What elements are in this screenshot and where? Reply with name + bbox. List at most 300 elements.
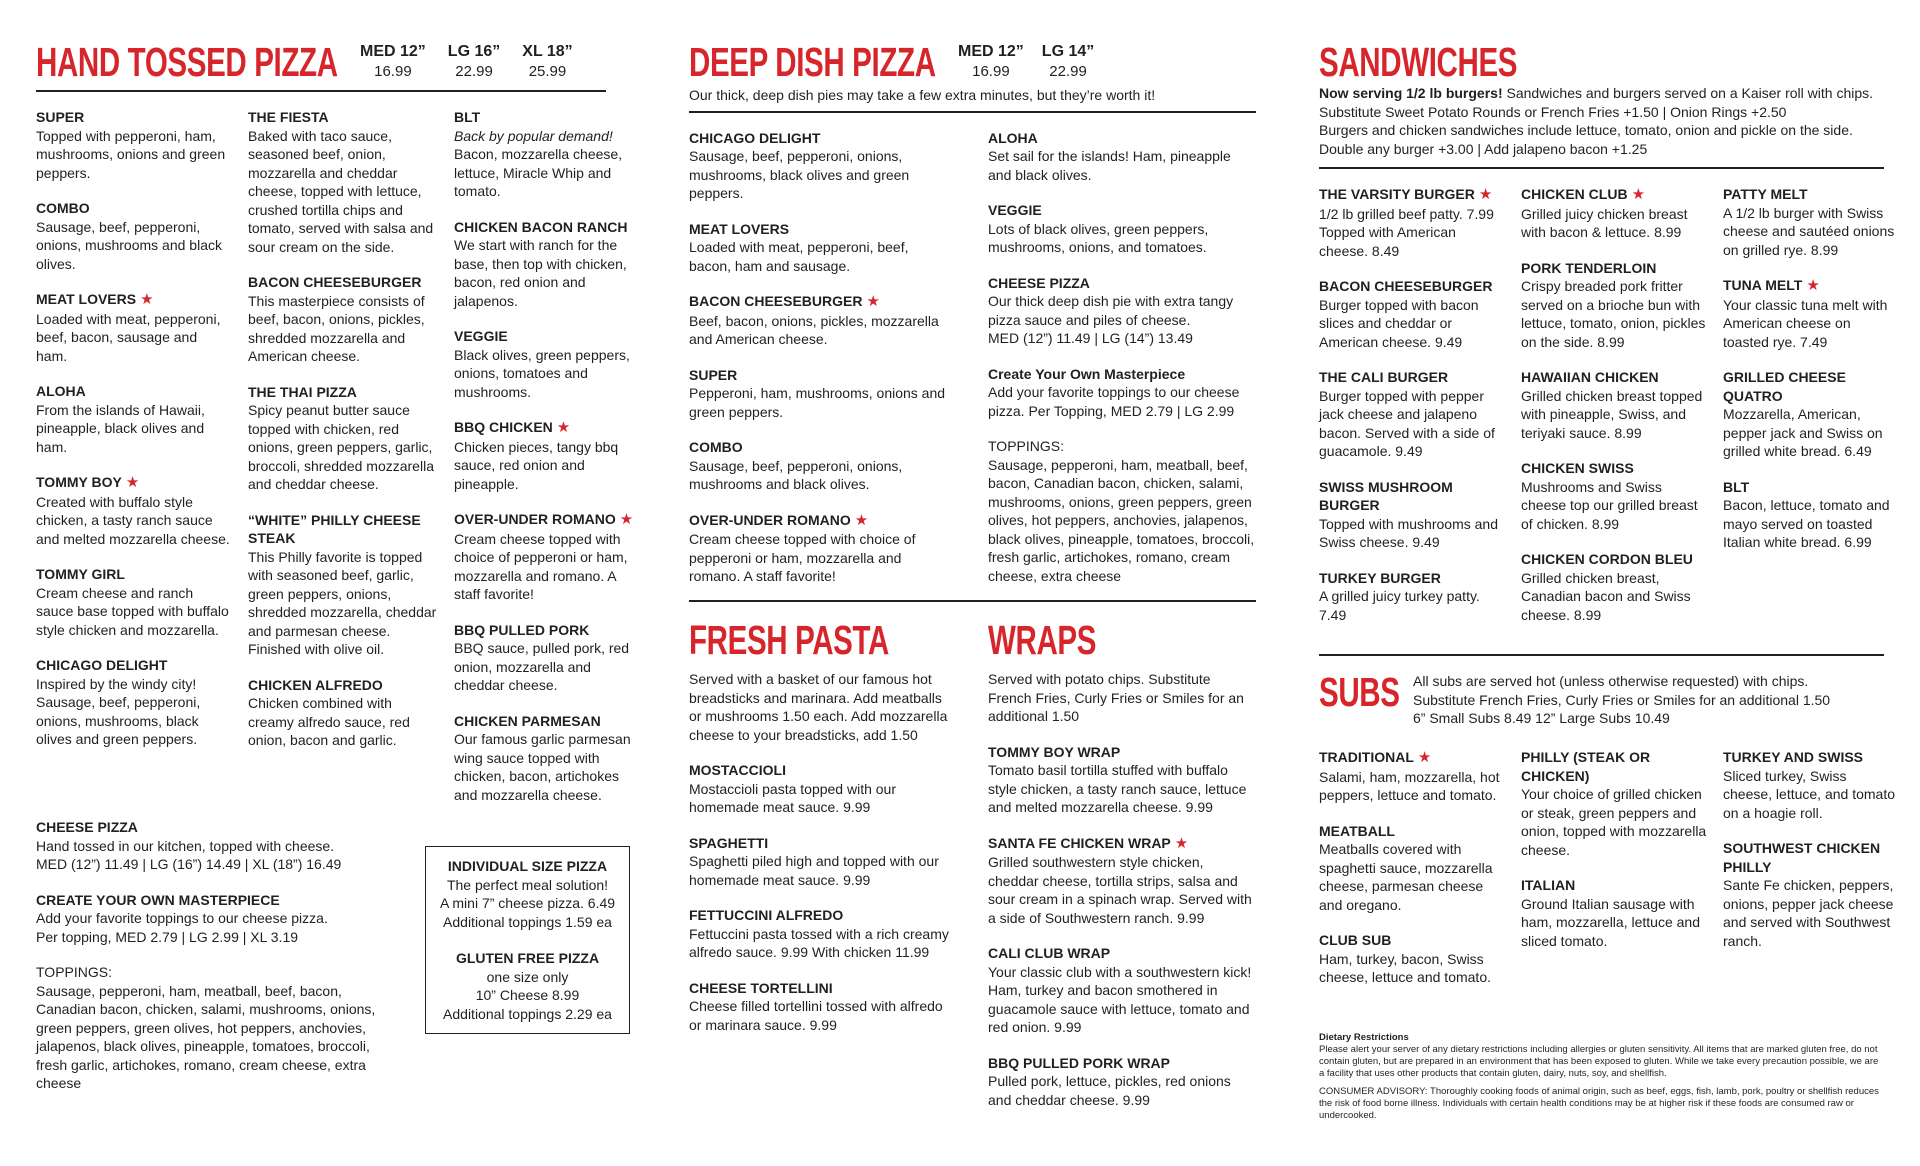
item-name-text: CHEESE TORTELLINI — [689, 979, 833, 996]
item-name — [988, 274, 1256, 293]
item-name — [1521, 876, 1709, 895]
item-desc: Add your favorite toppings to our cheese pizza. — [36, 910, 328, 926]
item-name — [454, 327, 639, 346]
size-price: 16.99 — [374, 63, 412, 80]
menu-item — [36, 473, 232, 548]
item-desc: From the islands of Hawaii, pineapple, black olives and ham. — [36, 401, 205, 455]
item-desc: Topped with pepperoni, ham, mushrooms, onions and green peppers. — [36, 127, 226, 181]
toppings-text: Sausage, pepperoni, ham, meatball, beef, bacon, Canadian bacon, chicken, salami, mushrooms, onions, green peppers, green olives, hot peppers, anchovies, jalapenos, black olives, pineapple, tomatoes, broccoli, fresh garlic, artichokes, romano, cream cheese, extra cheese — [988, 456, 1255, 584]
item-desc: Grilled juicy chicken breast with bacon & lettuce. 8.99 — [1521, 205, 1688, 240]
item-name-text: TRADITIONAL — [1319, 749, 1414, 765]
wraps-title: WRAPS — [988, 617, 1097, 663]
item-desc: Bacon, lettuce, tomato and mayo served on toasted Italian white bread. 6.99 — [1723, 497, 1890, 550]
consumer-advisory: CONSUMER ADVISORY: Thoroughly cooking foods of animal origin, such as beef, eggs, fish, lamb, pork, poultry or shellfish reduces the risk of food borne illness. Individuals with certain health conditions may be at higher risk if these foods are consumed raw or undercooked. — [1319, 1086, 1879, 1121]
item-name-text: OVER-UNDER ROMANO — [689, 511, 851, 528]
sandwich-col-2 — [1521, 185, 1709, 641]
deep-dish-title: DEEP DISH PIZZA — [689, 39, 936, 85]
deep-dish-section — [689, 39, 1263, 1108]
deep-dish-prices — [958, 42, 1094, 82]
item-name-text: MEAT LOVERS — [36, 291, 137, 307]
item-name-text: BACON CHEESEBURGER — [1319, 278, 1493, 294]
item-name: CREATE YOUR OWN MASTERPIECE — [36, 891, 280, 908]
item-desc: Sausage, beef, pepperoni, onions, mushrooms and black olives. — [36, 218, 222, 272]
item-name-text: ALOHA — [988, 129, 1038, 146]
intro-line: Substitute French Fries, Curly Fries or Smiles for an additional 1.50 — [1413, 691, 1831, 708]
item-name-text: MOSTACCIOLI — [689, 762, 786, 778]
favorite-star-icon: ★ — [1417, 749, 1432, 766]
size-label: MED 12” — [360, 43, 426, 60]
item-desc: Ground Italian sausage with ham, mozzarella, lettuce and sliced tomato. — [1521, 895, 1700, 949]
item-name-text: CHICAGO DELIGHT — [36, 657, 168, 673]
item-name — [248, 273, 438, 292]
item-name — [1319, 569, 1507, 588]
menu-item — [36, 108, 232, 182]
menu-item — [248, 383, 438, 494]
item-desc: Sliced turkey, Swiss cheese, lettuce, and tomato on a hoagie roll. — [1723, 767, 1895, 821]
wraps-section — [988, 618, 1256, 1126]
item-name-text: CHICKEN PARMESAN — [454, 712, 601, 729]
size-price: 16.99 — [972, 63, 1010, 80]
menu-item — [1319, 569, 1507, 625]
item-desc: This Philly favorite is topped with seasoned beef, garlic, green peppers, onions, shredded mozzarella, cheddar and parmesan cheese. Finished with olive oil. — [248, 548, 437, 657]
item-name-text: TUNA MELT — [1723, 277, 1803, 293]
item-desc: Baked with taco sauce, seasoned beef, onion, mozzarella and cheddar cheese, topped with lettuce, crushed tortilla chips and tomato, served with salsa and sour cream on the side. — [248, 127, 434, 255]
item-name — [1319, 185, 1507, 205]
pasta-items — [689, 761, 957, 1034]
item-name-text: Create Your Own Masterpiece — [988, 365, 1186, 382]
menu-item — [454, 108, 639, 201]
item-name — [689, 292, 954, 312]
menu-item — [36, 199, 232, 273]
item-name-text: PORK TENDERLOIN — [1521, 259, 1657, 276]
menu-item — [988, 834, 1256, 928]
deep-dish-col-2 — [988, 129, 1256, 603]
item-name-text: TOMMY GIRL — [36, 566, 125, 582]
item-name — [36, 473, 232, 493]
dietary-notice — [1319, 1032, 1884, 1122]
menu-item — [1319, 368, 1507, 461]
item-name-text: BLT — [1723, 478, 1750, 495]
wraps-items — [988, 743, 1256, 1110]
item-name — [1319, 748, 1507, 768]
menu-item — [248, 273, 438, 366]
subs-col-2 — [1521, 748, 1709, 1004]
item-name-text: BLT — [454, 109, 481, 125]
item-name-text: FETTUCCINI ALFREDO — [689, 907, 844, 923]
item-name — [988, 944, 1256, 963]
item-name-text: CHICKEN CLUB — [1521, 186, 1628, 202]
menu-item — [988, 1054, 1256, 1110]
favorite-star-icon: ★ — [1631, 186, 1646, 203]
item-desc: Burger topped with bacon slices and cheddar or American cheese. 9.49 — [1319, 296, 1479, 350]
item-name — [689, 220, 954, 239]
item-name — [1723, 748, 1898, 767]
menu-item — [1521, 185, 1709, 242]
menu-item — [36, 818, 426, 874]
item-name-text: TOMMY BOY WRAP — [988, 743, 1121, 760]
box-line: 10” Cheese 8.99 — [475, 987, 580, 1003]
item-name-text: SUPER — [36, 109, 85, 125]
item-name-text: BACON CHEESEBURGER — [689, 293, 863, 309]
item-name — [248, 108, 438, 127]
dietary-text: Please alert your server of any dietary restrictions including allergies or gluten sensitivity. All items that are marked gluten free, do not contain gluten, but are prepared in an environment that has been exposed to gluten. While we take every precaution possible, we are a facility that uses other products that contain gluten, dairy, nuts, soy, and shellfish. — [1319, 1044, 1879, 1079]
item-desc: Ham, turkey, bacon, Swiss cheese, lettuce and tomato. — [1319, 950, 1491, 985]
item-desc: Lots of black olives, green peppers, mushrooms, onions, and tomatoes. — [988, 220, 1209, 255]
item-name — [1723, 276, 1898, 296]
item-name — [988, 201, 1256, 220]
box-line: Additional toppings 1.59 ea — [443, 913, 612, 930]
item-desc: Hand tossed in our kitchen, topped with cheese. — [36, 837, 335, 854]
wraps-intro: Served with potato chips. Substitute French Fries, Curly Fries or Smiles for an additional 1.50 — [988, 671, 1244, 724]
hand-tossed-items — [36, 108, 634, 821]
menu-item — [988, 365, 1256, 421]
item-name — [988, 834, 1256, 854]
item-name-text: CHICKEN CORDON BLEU — [1521, 551, 1693, 567]
individual-size-title: INDIVIDUAL SIZE PIZZA — [447, 858, 608, 874]
price-xl — [522, 42, 572, 82]
item-name — [1319, 822, 1507, 841]
item-desc: Created with buffalo style chicken, a tasty ranch sauce and melted mozzarella cheese. — [36, 493, 230, 547]
item-name-text: SWISS MUSHROOM BURGER — [1319, 478, 1453, 513]
item-name-text: BBQ PULLED PORK WRAP — [988, 1054, 1170, 1071]
size-label: MED 12” — [958, 43, 1024, 60]
item-desc: Cream cheese topped with choice of pepperoni or ham, mozzarella and romano. A staff favorite! — [689, 531, 916, 584]
item-name — [1319, 478, 1507, 515]
favorite-star-icon: ★ — [140, 291, 154, 308]
item-name-text: VEGGIE — [988, 202, 1042, 218]
menu-item — [689, 366, 954, 422]
item-name — [36, 565, 232, 584]
item-name-text: CHICAGO DELIGHT — [689, 129, 821, 146]
item-name — [988, 1054, 1256, 1073]
item-name — [689, 906, 957, 925]
item-name-text: SOUTHWEST CHICKEN PHILLY — [1723, 840, 1881, 875]
item-name — [454, 218, 639, 237]
item-desc: Fettuccini pasta tossed with a rich creamy alfredo sauce. 9.99 With chicken 11.99 — [689, 925, 949, 960]
item-desc: BBQ sauce, pulled pork, red onion, mozzarella and cheddar cheese. — [454, 640, 630, 693]
menu-item — [36, 891, 426, 947]
item-desc: Crispy breaded pork fritter served on a brioche bun with lettuce, tomato, onion, pickles on the side. 8.99 — [1521, 278, 1706, 350]
box-line: Additional toppings 2.29 ea — [443, 1005, 612, 1022]
item-name — [454, 621, 639, 640]
item-desc: Burger topped with pepper jack cheese and jalapeno bacon. Served with a side of guacamole. 9.49 — [1319, 387, 1495, 459]
menu-item — [1723, 276, 1898, 351]
pasta-title: FRESH PASTA — [689, 617, 889, 663]
sandwiches-title: SANDWICHES — [1319, 39, 1518, 85]
toppings-label: TOPPINGS: — [988, 438, 1064, 454]
item-desc: Grilled southwestern style chicken, cheddar cheese, tortilla strips, salsa and sour cream in a spinach wrap. Served with a side of Southwestern ranch. 9.99 — [988, 854, 1252, 926]
price-med — [958, 42, 1024, 82]
deep-dish-col-1 — [689, 129, 954, 603]
subs-col-1 — [1319, 748, 1507, 1004]
item-desc: Spaghetti piled high and topped with our homemade meat sauce. 9.99 — [689, 853, 939, 888]
dietary-title: Dietary Restrictions — [1319, 1032, 1409, 1043]
menu-item — [689, 511, 954, 586]
menu-item — [988, 944, 1256, 1037]
menu-item — [454, 621, 639, 695]
item-name-text: COMBO — [689, 439, 743, 455]
item-name — [988, 743, 1256, 762]
item-name-text: MEAT LOVERS — [689, 220, 790, 237]
deep-dish-items — [689, 129, 1263, 603]
favorite-star-icon: ★ — [1806, 277, 1820, 294]
item-desc: Loaded with meat, pepperoni, beef, bacon, sausage and ham. — [36, 310, 221, 364]
item-name-text: THE VARSITY BURGER — [1319, 186, 1475, 202]
menu-item — [454, 418, 639, 493]
item-name-text: CHEESE PIZZA — [988, 274, 1090, 291]
divider — [689, 111, 1256, 113]
item-name-text: SPAGHETTI — [689, 834, 769, 851]
item-desc: Salami, ham, mozzarella, hot peppers, lettuce and tomato. — [1319, 768, 1500, 803]
item-desc: Sausage, beef, pepperoni, onions, mushrooms, black olives and green peppers. — [689, 148, 910, 201]
item-name — [36, 382, 232, 401]
box-line: The perfect meal solution! — [446, 876, 609, 893]
item-desc: Bacon, mozzarella cheese, lettuce, Miracle Whip and tomato. — [454, 146, 623, 199]
item-name — [1521, 550, 1709, 569]
menu-item — [689, 292, 954, 349]
item-desc: Your classic club with a southwestern kick! Ham, turkey and bacon smothered in guacamole sauce with lettuce, tomato and red onion. 9.99 — [988, 963, 1252, 1035]
item-name — [689, 438, 954, 457]
item-name — [1723, 478, 1898, 497]
menu-item — [36, 382, 232, 456]
item-name — [1723, 839, 1898, 876]
item-name-text: “WHITE” PHILLY CHEESE STEAK — [248, 511, 421, 546]
menu-item — [689, 761, 957, 817]
item-name — [36, 108, 232, 127]
item-desc: Topped with mushrooms and Swiss cheese. 9.49 — [1319, 515, 1498, 550]
menu-item — [36, 656, 232, 749]
item-name-text: MEATBALL — [1319, 822, 1395, 839]
subs-intro — [1413, 672, 1830, 728]
menu-item — [1319, 748, 1507, 805]
item-name — [689, 511, 954, 531]
menu-item — [248, 511, 438, 659]
menu-item — [1723, 185, 1898, 259]
menu-item — [1319, 822, 1507, 915]
menu-item — [1521, 748, 1709, 859]
menu-item — [248, 108, 438, 256]
hand-tossed-section — [36, 39, 634, 1091]
menu-item — [1723, 748, 1898, 822]
menu-item — [1521, 550, 1709, 624]
deep-dish-intro: Our thick, deep dish pies may take a few extra minutes, but they’re worth it! — [689, 87, 1156, 103]
item-name-text: THE CALI BURGER — [1319, 369, 1449, 385]
menu-item — [1723, 478, 1898, 552]
favorite-star-icon: ★ — [1478, 186, 1493, 203]
item-name — [1319, 368, 1507, 387]
intro-highlight: Now serving 1/2 lb burgers! — [1319, 85, 1503, 101]
sandwich-col-3 — [1723, 185, 1898, 641]
size-label: LG 16” — [447, 43, 501, 60]
divider — [689, 600, 1256, 602]
item-name — [1521, 185, 1709, 205]
item-desc: This masterpiece consists of beef, bacon, onions, pickles, shredded mozzarella and American cheese. — [248, 292, 425, 364]
item-name — [454, 510, 639, 530]
item-name — [1723, 368, 1898, 405]
hand-tossed-title: HAND TOSSED PIZZA — [36, 39, 338, 85]
menu-item — [36, 290, 232, 365]
item-name-text: BBQ CHICKEN — [454, 419, 553, 435]
menu-item — [988, 274, 1256, 348]
hand-tossed-header — [36, 40, 616, 84]
size-price: 22.99 — [1049, 63, 1087, 80]
item-name — [36, 290, 232, 310]
item-desc: Pepperoni, ham, mushrooms, onions and green peppers. — [689, 385, 946, 420]
item-name — [1319, 931, 1507, 950]
item-desc: Tomato basil tortilla stuffed with buffalo style chicken, a tasty ranch sauce, lettuce and melted mozzarella cheese. 9.99 — [988, 762, 1247, 815]
item-name — [1723, 185, 1898, 204]
item-name — [248, 511, 438, 548]
item-desc: Grilled chicken breast, Canadian bacon and Swiss cheese. 8.99 — [1521, 569, 1691, 623]
sandwiches-section — [1319, 39, 1895, 1121]
item-name-text: COMBO — [36, 200, 90, 216]
item-name — [689, 366, 954, 385]
subs-title: SUBS — [1319, 669, 1400, 715]
menu-item — [689, 906, 957, 962]
item-name — [689, 761, 957, 780]
hand-tossed-col-1 — [36, 108, 232, 821]
hand-tossed-prices — [360, 42, 573, 82]
menu-item — [1521, 259, 1709, 352]
menu-item — [988, 129, 1256, 185]
item-desc: Set sail for the islands! Ham, pineapple and black olives. — [988, 148, 1231, 183]
menu-item — [689, 129, 954, 203]
item-desc: Add your favorite toppings to our cheese pizza. Per Topping, MED 2.79 | LG 2.99 — [988, 384, 1240, 419]
favorite-star-icon: ★ — [866, 293, 880, 310]
divider — [1319, 167, 1884, 169]
price-lg — [448, 42, 500, 82]
item-name-text: CALI CLUB WRAP — [988, 945, 1111, 961]
hand-tossed-extras — [36, 818, 426, 1110]
item-name-text: OVER-UNDER ROMANO — [454, 511, 616, 527]
item-name-text: VEGGIE — [454, 328, 508, 344]
menu-item — [988, 743, 1256, 817]
price-lg — [1042, 42, 1094, 82]
item-desc: Chicken combined with creamy alfredo sauce, red onion, bacon and garlic. — [248, 695, 410, 748]
menu-item — [1319, 931, 1507, 987]
item-name — [454, 108, 639, 127]
item-name — [689, 834, 957, 853]
intro-line: All subs are served hot (unless otherwise requested) with chips. — [1413, 673, 1809, 689]
item-desc: Cream cheese topped with choice of pepperoni or ham, mozzarella and romano. A staff favorite! — [454, 530, 628, 602]
intro-line — [1319, 84, 1893, 103]
menu-item — [248, 676, 438, 750]
size-label: XL 18” — [522, 43, 573, 60]
item-name-text: ALOHA — [36, 383, 86, 399]
item-desc: Chicken pieces, tangy bbq sauce, red onion and pineapple. — [454, 438, 619, 492]
size-label: LG 14” — [1041, 43, 1095, 60]
item-desc: A 1/2 lb burger with Swiss cheese and sautéed onions on grilled rye. 8.99 — [1723, 204, 1895, 258]
hand-tossed-col-3 — [454, 108, 639, 821]
item-name-text: HAWAIIAN CHICKEN — [1521, 369, 1659, 385]
menu-item — [454, 712, 639, 805]
item-price: Per topping, MED 2.79 | LG 2.99 | XL 3.19 — [36, 928, 299, 945]
item-desc: Inspired by the windy city! Sausage, beef, pepperoni, onions, mushrooms, black olives and green peppers. — [36, 675, 201, 747]
sandwiches-intro — [1319, 84, 1893, 158]
item-name-text: TOMMY BOY — [36, 474, 122, 490]
item-desc: Your classic tuna melt with American cheese on toasted rye. 7.49 — [1723, 296, 1888, 350]
item-desc: Mushrooms and Swiss cheese top our grilled breast of chicken. 8.99 — [1521, 478, 1698, 532]
item-desc: Black olives, green peppers, onions, tomatoes and mushrooms. — [454, 346, 630, 400]
item-name — [1521, 459, 1709, 478]
menu-item — [689, 834, 957, 890]
menu-item — [1319, 277, 1507, 351]
item-desc: Pulled pork, lettuce, pickles, red onions and cheddar cheese. 9.99 — [988, 1073, 1231, 1108]
gluten-free-title: GLUTEN FREE PIZZA — [455, 950, 600, 966]
menu-item — [454, 510, 639, 604]
item-desc: Sante Fe chicken, peppers, onions, pepper jack cheese and served with Southwest ranch. — [1723, 877, 1894, 949]
item-name-text: CLUB SUB — [1319, 932, 1392, 948]
item-name-text: GRILLED CHEESE QUATRO — [1723, 369, 1846, 404]
item-name-text: BACON CHEESEBURGER — [248, 274, 422, 290]
intro-line: Substitute Sweet Potato Rounds or French Fries +1.50 | Onion Rings +2.50 — [1319, 103, 1787, 120]
sandwich-col-1 — [1319, 185, 1507, 641]
favorite-star-icon: ★ — [619, 511, 634, 528]
hand-tossed-col-2 — [248, 108, 438, 821]
intro-line: Double any burger +3.00 | Add jalapeno bacon +1.25 — [1319, 140, 1648, 157]
item-desc: A grilled juicy turkey patty. 7.49 — [1319, 588, 1480, 623]
intro-line: Burgers and chicken sandwiches include lettuce, tomato, onion and pickle on the side. — [1319, 122, 1853, 138]
item-name — [689, 979, 957, 998]
item-name-text: CHICKEN SWISS — [1521, 460, 1634, 476]
item-name: CHEESE PIZZA — [36, 819, 138, 835]
item-name-text: CHICKEN BACON RANCH — [454, 218, 628, 235]
favorite-star-icon: ★ — [854, 511, 869, 529]
favorite-star-icon: ★ — [556, 419, 571, 436]
item-desc: Meatballs covered with spaghetti sauce, mozzarella cheese, parmesan cheese and oregano. — [1319, 841, 1493, 913]
item-name — [1521, 368, 1709, 387]
item-desc: Our famous garlic parmesan wing sauce topped with chicken, bacon, artichokes and mozzarella cheese. — [454, 731, 631, 803]
item-note: Back by popular demand! — [454, 127, 613, 144]
item-desc: Mozzarella, American, pepper jack and Swiss on grilled white bread. 6.49 — [1723, 406, 1883, 459]
item-desc: Sausage, beef, pepperoni, onions, mushrooms and black olives. — [689, 457, 903, 492]
item-name — [988, 129, 1256, 148]
item-name — [1319, 277, 1507, 296]
menu-item — [689, 438, 954, 494]
divider — [36, 90, 606, 92]
menu-item — [689, 220, 954, 276]
item-name-text: BBQ PULLED PORK — [454, 621, 590, 638]
menu-item — [454, 218, 639, 311]
item-name — [454, 418, 639, 438]
item-name-text: SUPER — [689, 366, 738, 383]
subs-items — [1319, 748, 1895, 1004]
item-name — [1521, 748, 1709, 785]
box-line: A mini 7” cheese pizza. 6.49 — [439, 895, 616, 911]
item-desc: Grilled chicken breast topped with pineapple, Swiss, and teriyaki sauce. 8.99 — [1521, 387, 1703, 441]
item-name — [454, 712, 639, 731]
item-name — [1521, 259, 1709, 278]
item-desc: Our thick deep dish pie with extra tangy pizza sauce and piles of cheese. — [988, 293, 1234, 328]
intro-line: 6” Small Subs 8.49 12” Large Subs 10.49 — [1413, 710, 1670, 726]
item-name — [36, 656, 232, 675]
menu-item — [36, 565, 232, 639]
price-med — [360, 42, 426, 82]
menu-item — [1723, 839, 1898, 950]
item-name-text: TURKEY AND SWISS — [1723, 749, 1864, 765]
size-price: 25.99 — [528, 63, 567, 80]
subs-col-3 — [1723, 748, 1898, 1004]
menu-item — [1723, 368, 1898, 461]
menu-item — [1521, 368, 1709, 442]
item-price: MED (12”) 11.49 | LG (14”) 13.49 — [988, 330, 1193, 346]
item-desc: We start with ranch for the base, then top with chicken, bacon, red onion and jalapenos. — [454, 237, 627, 309]
subs-header — [1319, 670, 1884, 728]
item-name — [988, 365, 1256, 384]
size-price: 22.99 — [455, 63, 493, 80]
menu-item — [1521, 876, 1709, 950]
item-name-text: SANTA FE CHICKEN WRAP — [988, 834, 1171, 851]
